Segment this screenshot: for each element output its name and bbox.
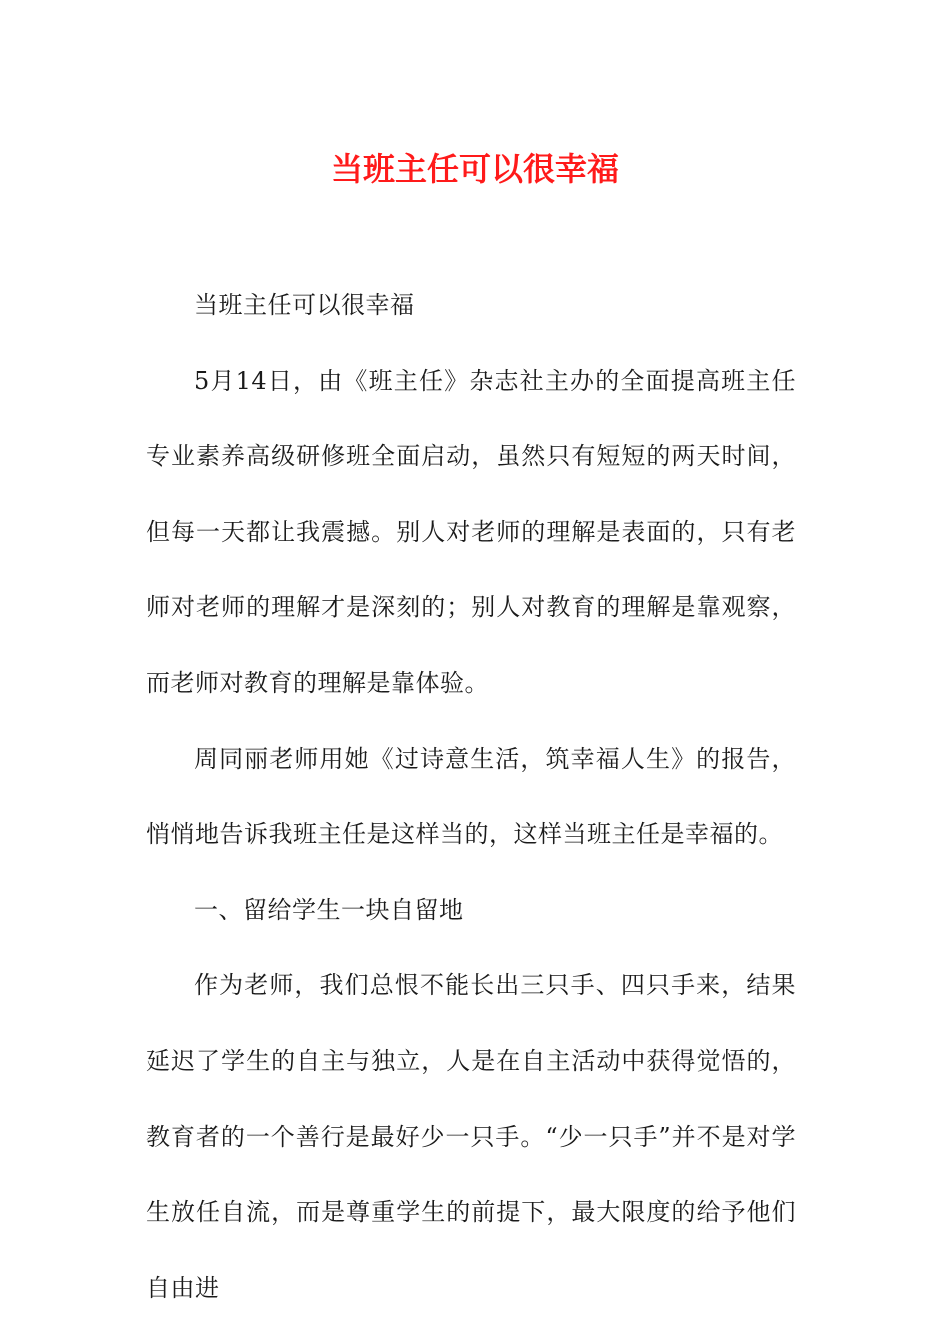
paragraph: 周同丽老师用她《过诗意生活，筑幸福人生》的报告，悄悄地告诉我班主任是这样当的，这样当班主任是幸福的。: [146, 744, 796, 849]
paragraph-subtitle: 当班主任可以很幸福: [194, 291, 415, 319]
document-title: 当班主任可以很幸福: [330, 150, 619, 188]
paragraph: 5月14日，由《班主任》杂志社主办的全面提高班主任专业素养高级研修班全面启动，虽然只有短短的两天时间，但每一天都让我震撼。别人对老师的理解是表面的，只有老师对老师的理解才是深刻的；别人对教育的理解是靠观察，而老师对教育的理解是靠体验。: [146, 366, 796, 697]
section-heading: 一、留给学生一块自留地: [194, 895, 464, 924]
paragraph: 作为老师，我们总恨不能长出三只手、四只手来，结果延迟了学生的自主与独立，人是在自主活动中获得觉悟的，教育者的一个善行是最好少一只手。“少一只手”并不是对学生放任自流，而是尊重学生的前提下，最大限度的给予他们自由进: [146, 971, 796, 1302]
document-body: [146, 268, 796, 1326]
